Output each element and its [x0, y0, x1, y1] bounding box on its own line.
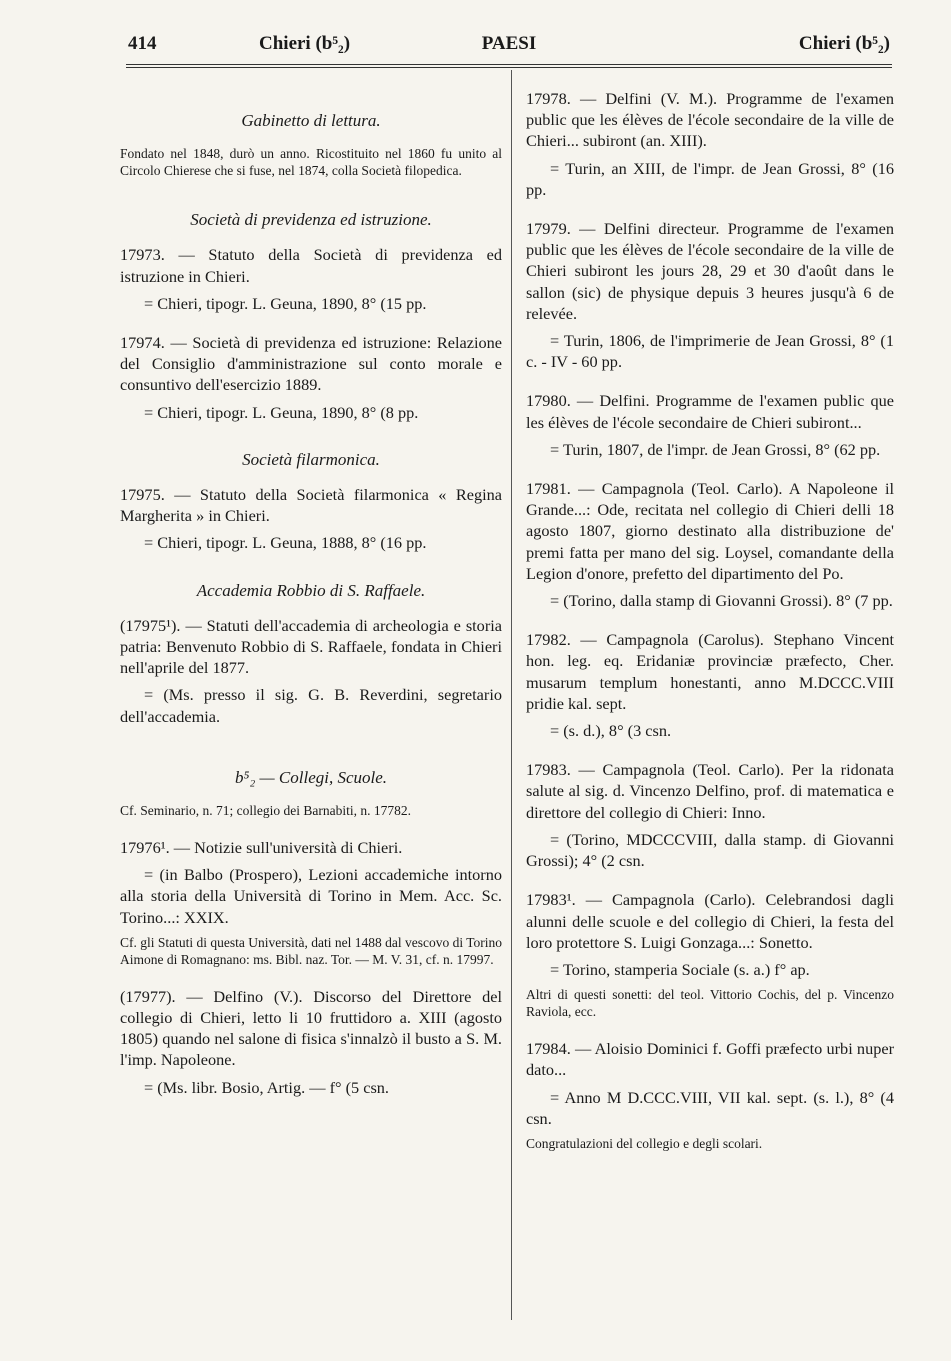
entry-17978-imprint: = Turin, an XIII, de l'impr. de Jean Grossi, 8° (16 pp. — [526, 158, 894, 199]
entry-17975-1-source: = (Ms. presso il sig. G. B. Reverdini, segretario dell'accademia. — [120, 685, 502, 726]
header-rule — [126, 64, 892, 65]
entry-17974-imprint: = Chieri, tipogr. L. Geuna, 1890, 8° (8 pp. — [144, 402, 419, 422]
entry-17979-imprint: = Turin, 1806, de l'imprimerie de Jean Grossi, 8° (1 c. - IV - 60 pp. — [526, 331, 894, 372]
entry-17977: (17977). — Delfino (V.). Discorso del Direttore del collegio di Chieri, letto li 10 fruttidoro a. XIII (agosto 1805) quando nel salone di fisica s'innalzò il busto a S. M. l'imp. Napoleone. — [120, 986, 502, 1070]
section-heading: Società di previdenza ed istruzione. — [190, 210, 432, 230]
entry-17979: 17979. — Delfini directeur. Programme de l'examen public que les élèves de l'école secondaire de la ville de Chieri subiront les jours 28, 29 et 30 d'août dans le sallon (sic) de physique depuis 3 heures jusqu'à 6 de relevée. — [526, 219, 894, 323]
section-heading: Gabinetto di lettura. — [241, 111, 381, 130]
column-divider — [511, 70, 512, 1320]
entry-17976-1-source: = (in Balbo (Prospero), Lezioni accademiche intorno alla storia della Università di Torino in Mem. Acc. Sc. Torino...: XXIX. — [120, 865, 502, 927]
note: Fondato nel 1848, durò un anno. Ricostituito nel 1860 fu unito al Circolo Chierese che si fuse, nel 1874, colla Società filopedica. — [120, 146, 502, 179]
running-title-left: Chieri (b⁵₂) — [259, 33, 351, 54]
entry-17980-imprint: = Turin, 1807, de l'impr. de Jean Grossi, 8° (62 pp. — [550, 439, 881, 459]
left-column — [120, 88, 502, 1104]
entry-17981: 17981. — Campagnola (Teol. Carlo). A Napoleone il Grande...: Ode, recitata nel collegio di Chieri delli 18 agosto 1807, giorno destinato alla distribuzione de' premi fatta per mano del sig. Loysel, comandante della Legion d'onore, prefetto del dipartimento del Po. — [526, 479, 894, 583]
entry-17975-1: (17975¹). — Statuti dell'accademia di archeologia e storia patria: Benvenuto Robbio di S. Raffaele, fondata in Chieri nell'aprile del 1877. — [120, 615, 502, 678]
running-title-right: Chieri (b⁵₂) — [798, 33, 890, 54]
entry-17983: 17983. — Campagnola (Teol. Carlo). Per la ridonata salute al sig. d. Vincenzo Delfino, prof. di matematica e direttore del collegio di Chieri: Inno. — [526, 760, 894, 822]
entry-17978: 17978. — Delfini (V. M.). Programme de l'examen public que les élèves de l'école secondaire de la ville de Chieri... subiront (an. XIII). — [526, 89, 894, 151]
section-heading: Società filarmonica. — [242, 449, 380, 469]
entry-17973: 17973. — Statuto della Società di previdenza ed istruzione in Chieri. — [120, 245, 502, 286]
entry-17982-imprint: = (s. d.), 8° (3 csn. — [550, 721, 672, 741]
entry-17983-1: 17983¹. — Campagnola (Carlo). Celebrandosi dagli alunni delle scuole e del collegio di Chieri, la festa del loro protettore S. Luigi Gonzaga...: Sonetto. — [526, 890, 894, 952]
entry-17973-imprint: = Chieri, tipogr. L. Geuna, 1890, 8° (15 pp. — [144, 293, 427, 313]
entry-17976-1: 17976¹. — Notizie sull'università di Chieri. — [120, 838, 403, 858]
note: Cf. gli Statuti di questa Università, dati nel 1488 dal vescovo di Torino Aimone di Romagnano: ms. Bibl. naz. Tor. — M. V. 31, cf. n. 17997. — [120, 934, 503, 967]
entry-17984-imprint: = Anno M D.CCC.VIII, VII kal. sept. (s. l.), 8° (4 csn. — [526, 1087, 894, 1128]
header-rule-double — [126, 67, 892, 68]
running-title-center: PAESI — [481, 33, 537, 54]
entry-17981-imprint: = (Torino, dalla stamp di Giovanni Grossi). 8° (7 pp. — [550, 591, 893, 611]
note: Cf. Seminario, n. 71; collegio dei Barnabiti, n. 17782. — [120, 803, 411, 819]
section-heading: Accademia Robbio di S. Raffaele. — [196, 580, 426, 600]
note: Congratulazioni del collegio e degli scolari. — [526, 1135, 763, 1151]
entry-17983-1-imprint: = Torino, stamperia Sociale (s. a.) f° ap. — [550, 959, 810, 979]
entry-17977-source: = (Ms. libr. Bosio, Artig. — f° (5 csn. — [144, 1077, 389, 1097]
entry-17974: 17974. — Società di previdenza ed istruzione: Relazione del Consiglio d'amministrazione sul conto morale e consuntivo dell'esercizio 1889. — [120, 333, 502, 395]
page-number: 414 — [128, 33, 157, 54]
entry-17975: 17975. — Statuto della Società filarmonica « Regina Margherita » in Chieri. — [120, 485, 502, 526]
right-column — [526, 88, 894, 1158]
running-head — [128, 30, 890, 62]
entry-17983-imprint: = (Torino, MDCCCVIII, dalla stamp. di Giovanni Grossi); 4° (2 csn. — [526, 829, 894, 871]
entry-17975-imprint: = Chieri, tipogr. L. Geuna, 1888, 8° (16 pp. — [144, 533, 427, 553]
entry-17982: 17982. — Campagnola (Carolus). Stephano Vincent hon. leg. eq. Eridaniæ provinciæ præfecto, Cher. musarum templum honestanti, anno M.DCCC.VIII pridie kal. sept. — [526, 630, 894, 713]
section-heading: b⁵₂ — Collegi, Scuole. — [234, 767, 388, 787]
note: Altri di questi sonetti: del teol. Vittorio Cochis, del p. Vincenzo Raviola, ecc. — [526, 987, 894, 1020]
entry-17984: 17984. — Aloisio Dominici f. Goffi præfecto urbi nuper dato... — [526, 1039, 894, 1080]
entry-17980: 17980. — Delfini. Programme de l'examen public que les élèves de l'école secondaire de Chieri subiront... — [526, 391, 894, 432]
